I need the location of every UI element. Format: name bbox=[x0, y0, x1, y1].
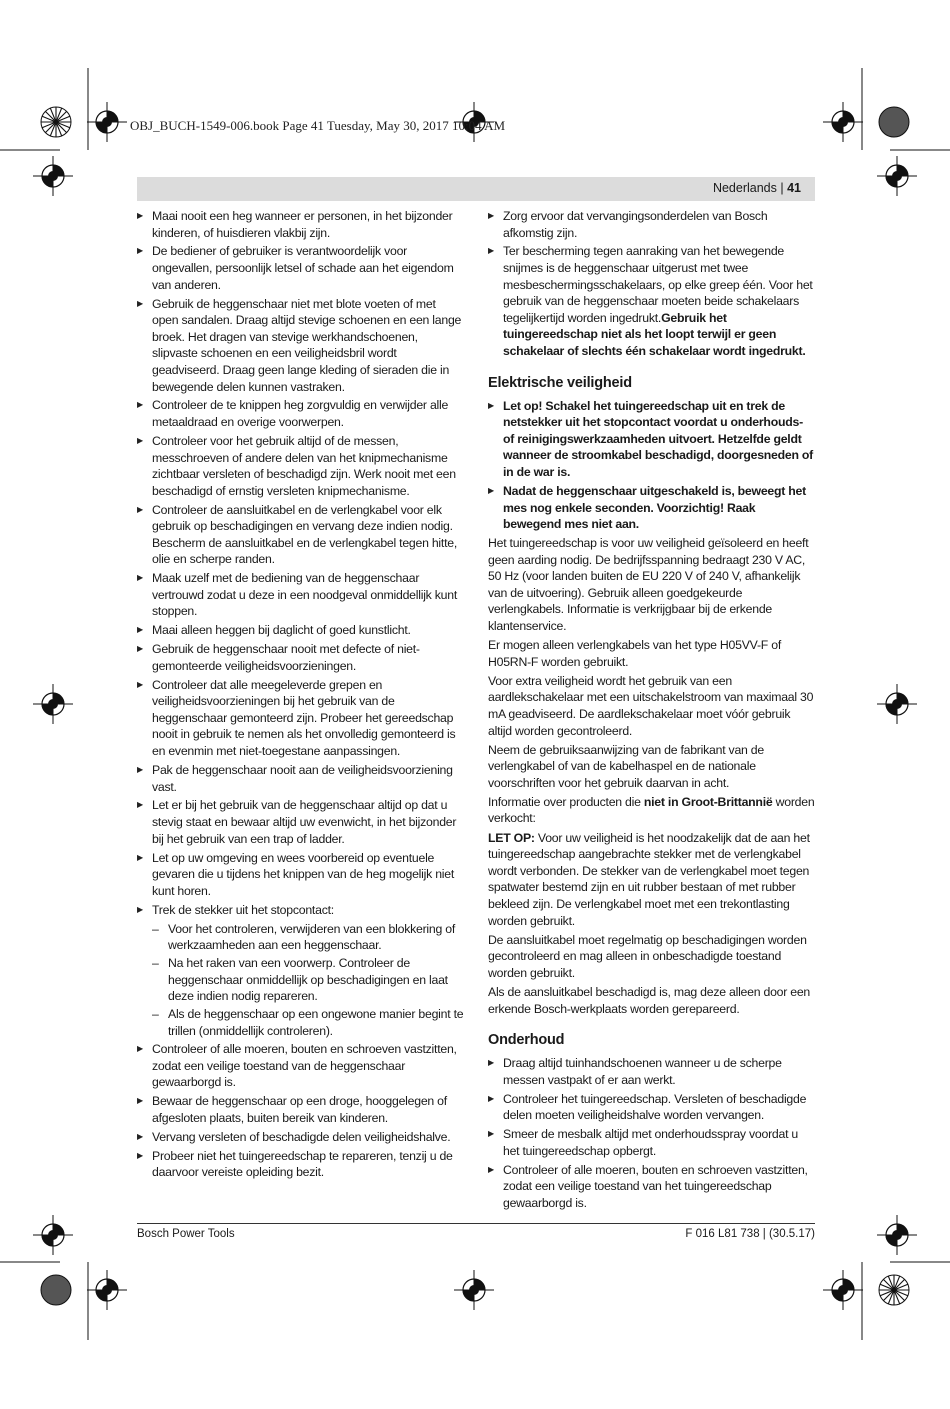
footer-doc-number: F 016 L81 738 | (30.5.17) bbox=[685, 1228, 815, 1240]
safety-item: ▶ Gebruik de heggenschaar niet met blote voeten of met open sandalen. Draag altijd stevige schoenen en een lange broek. Het dragen van stevige werkhandschoenen, slipvaste schoenen en een veiligheidsbril wordt geadviseerd. Draag geen lange kleding of sieraden die in bewegende delen kunnen vastraken. bbox=[137, 296, 464, 396]
safety-item: ▶ Zorg ervoor dat vervangingsonderdelen van Bosch afkomstig zijn. bbox=[488, 208, 815, 241]
footer-rule bbox=[137, 1223, 815, 1224]
safety-item: ▶ Controleer dat alle meegeleverde grepen en veiligheidsvoorzieningen bij het gebruik van de heggenschaar gemonteerd zijn. Probeer het gereedschap nooit in gebruik te nemen als het onvolledig gemonteerd is en evenmin met niet-toegestane aanpassingen. bbox=[137, 677, 464, 760]
uk-info-pre: Informatie over producten die bbox=[488, 794, 644, 809]
safety-item: ▶ Maak uzelf met de bediening van de heggenschaar vertrouwd zodat u deze in een noodgeval onmiddellijk kunt stoppen. bbox=[137, 570, 464, 620]
safety-subitem: – Als de heggenschaar op een ongewone manier begint te trillen (onmiddellijk controleren). bbox=[137, 1006, 464, 1039]
language-name: Nederlands bbox=[712, 181, 777, 195]
electrical-warning: ▶ Let op! Schakel het tuingereedschap uit en trek de netstekker uit het stopcontact voordat u onderhouds- of reinigingswerkzaamheden uitvoert. Hetzelfde geldt wanneer de stroomkabel beschadigd, doorgesneden of in de war is. bbox=[488, 398, 815, 481]
safety-item: ▶ Bewaar de heggenschaar op een droge, hooggelegen of afgesloten plaats, buiten bereik van kinderen. bbox=[137, 1093, 464, 1126]
safety-item: ▶ Trek de stekker uit het stopcontact: bbox=[137, 902, 464, 919]
left-column bbox=[137, 208, 464, 1183]
safety-item: ▶ Let er bij het gebruik van de heggenschaar altijd op dat u stevig staat en bewaar altijd uw evenwicht, in het bijzonder bij het gebruik van een trap of ladder. bbox=[137, 797, 464, 847]
uk-info-bold: niet in Groot-Brittannië bbox=[643, 794, 773, 809]
safety-item: ▶ Controleer de aansluitkabel en de verlengkabel voor elk gebruik op beschadigingen en vervang deze indien nodig. Bescherm de aansluitkabel en de verlengkabel tegen hitte, olie en scherpe randen. bbox=[137, 502, 464, 568]
paragraph-letop bbox=[488, 830, 815, 930]
safety-item: ▶ Gebruik de heggenschaar nooit met defecte of niet-gemonteerde veiligheidsvoorzieningen. bbox=[137, 641, 464, 674]
letop-text: Voor uw veiligheid is het noodzakelijk dat de aan het tuingereedschap aangebrachte stekker met de verlengkabel wordt verbonden. De stekker van de verlengkabel moet tegen spatwater bestemd zijn en uit rubber bestaan of met rubber bekleed zijn. De verlengkabel moet met een trekontlasting worden gebruikt. bbox=[488, 830, 810, 928]
safety-item-warning: Gebruik het tuingereedschap niet als het loopt terwijl er geen schakelaar of slechts één schakelaar wordt ingedrukt. bbox=[503, 310, 806, 359]
paragraph-uk-info bbox=[488, 794, 815, 827]
maintenance-item: ▶ Controleer of alle moeren, bouten en schroeven vastzitten, zodat een veilige toestand van het tuingereedschap gewaarborgd is. bbox=[488, 1162, 815, 1212]
safety-subitem: – Na het raken van een voorwerp. Controleer de heggenschaar onmiddellijk op beschadigingen en laat deze indien nodig repareren. bbox=[137, 955, 464, 1005]
safety-item: ▶ Maai alleen heggen bij daglicht of goed kunstlicht. bbox=[137, 622, 464, 639]
maintenance-item: ▶ Controleer het tuingereedschap. Versleten of beschadigde delen moeten veiligheidshalve worden vervangen. bbox=[488, 1091, 815, 1124]
paragraph-cable-check: De aansluitkabel moet regelmatig op beschadigingen worden gecontroleerd en mag alleen in onbeschadigde toestand worden gebruikt. bbox=[488, 932, 807, 980]
language-label bbox=[713, 181, 801, 195]
paragraph-instructions: Neem de gebruiksaanwijzing van de fabrikant van de verlengkabel of van de kabelhaspel en de nationale voorschriften voor het gebruik daarvan in acht. bbox=[488, 742, 764, 790]
letop-label: LET OP: bbox=[488, 830, 535, 845]
safety-item: ▶ Vervang versleten of beschadigde delen veiligheidshalve. bbox=[137, 1129, 464, 1146]
maintenance-item: ▶ Smeer de mesbalk altijd met onderhoudsspray voordat u het tuingereedschap opbergt. bbox=[488, 1126, 815, 1159]
right-column bbox=[488, 208, 815, 1214]
page-number: 41 bbox=[787, 181, 801, 195]
safety-subitem: – Voor het controleren, verwijderen van een blokkering of werkzaamheden aan een heggenschaar. bbox=[137, 921, 464, 954]
safety-item: ▶ De bediener of gebruiker is verantwoordelijk voor ongevallen, persoonlijk letsel of schade aan het eigendom van anderen. bbox=[137, 243, 464, 293]
footer-brand: Bosch Power Tools bbox=[137, 1228, 235, 1240]
paragraph-cable-types: Er mogen alleen verlengkabels van het type H05VV-F of H05RN-F worden gebruikt. bbox=[488, 638, 781, 669]
print-header: OBJ_BUCH-1549-006.book Page 41 Tuesday, May 30, 2017 10:04 AM bbox=[130, 118, 506, 133]
safety-item: ▶ Controleer of alle moeren, bouten en schroeven vastzitten, zodat een veilige toestand van de heggenschaar gewaarborgd is. bbox=[137, 1041, 464, 1091]
safety-item bbox=[488, 243, 815, 359]
safety-item-text: Ter bescherming tegen aanraking van het bewegende snijmes is de heggenschaar uitgerust met twee mesbeschermingsschakelaars, op elke greep één. Voor het gebruik van de heggenschaar moeten beide schakelaars tegelijkertijd worden ingedrukt. bbox=[503, 244, 813, 325]
maintenance-item: ▶ Draag altijd tuinhandschoenen wanneer u de scherpe messen vastpakt of er aan werkt. bbox=[488, 1055, 815, 1088]
paragraph-isolation: Het tuingereedschap is voor uw veiligheid geïsoleerd en heeft geen aarding nodig. De bedrijfsspanning bedraagt 230 V AC, 50 Hz (voor landen buiten de EU 220 V of 240 V, afhankelijk van de uitvoering). Gebruik alleen goedgekeurde verlengkabels. Informatie is verkrijgbaar bij de erkende klantenservice. bbox=[488, 535, 809, 633]
safety-item: ▶ Controleer voor het gebruik altijd of de messen, messchroeven of andere delen van het knipmechanisme zichtbaar versleten of beschadigd zijn. Werk nooit met een beschadigd of ernstig versleten knipmechanisme. bbox=[137, 433, 464, 499]
heading-electrical-safety: Elektrische veiligheid bbox=[488, 374, 632, 391]
paragraph-cable-repair: Als de aansluitkabel beschadigd is, mag deze alleen door een erkende Bosch-werkplaats worden gerepareerd. bbox=[488, 984, 811, 1016]
electrical-warning: ▶ Nadat de heggenschaar uitgeschakeld is, beweegt het mes nog enkele seconden. Voorzichtig! Raak bewegend mes niet aan. bbox=[488, 483, 815, 533]
safety-item: ▶ Let op uw omgeving en wees voorbereid op eventuele gevaren die u tijdens het knippen van de heg mogelijk niet kunt horen. bbox=[137, 850, 464, 900]
safety-item: ▶ Maai nooit een heg wanneer er personen, in het bijzonder kinderen, of huisdieren vlakbij zijn. bbox=[137, 208, 464, 241]
uk-info-post: worden verkocht: bbox=[488, 794, 815, 826]
heading-maintenance: Onderhoud bbox=[488, 1032, 565, 1049]
safety-item: ▶ Probeer niet het tuingereedschap te repareren, tenzij u de daarvoor vereiste opleiding bezit. bbox=[137, 1148, 464, 1181]
safety-item: ▶ Controleer de te knippen heg zorgvuldig en verwijder alle metaaldraad en overige voorwerpen. bbox=[137, 397, 464, 430]
safety-item: ▶ Pak de heggenschaar nooit aan de veiligheidsvoorziening vast. bbox=[137, 762, 464, 795]
language-bar bbox=[137, 177, 815, 201]
separator: | bbox=[780, 181, 784, 195]
paragraph-rcd: Voor extra veiligheid wordt het gebruik van een aardlekschakelaar met een uitschakelstroom van maximaal 30 mA geadviseerd. De aardlekschakelaar moet vóór gebruik altijd worden gecontroleerd. bbox=[488, 673, 814, 738]
